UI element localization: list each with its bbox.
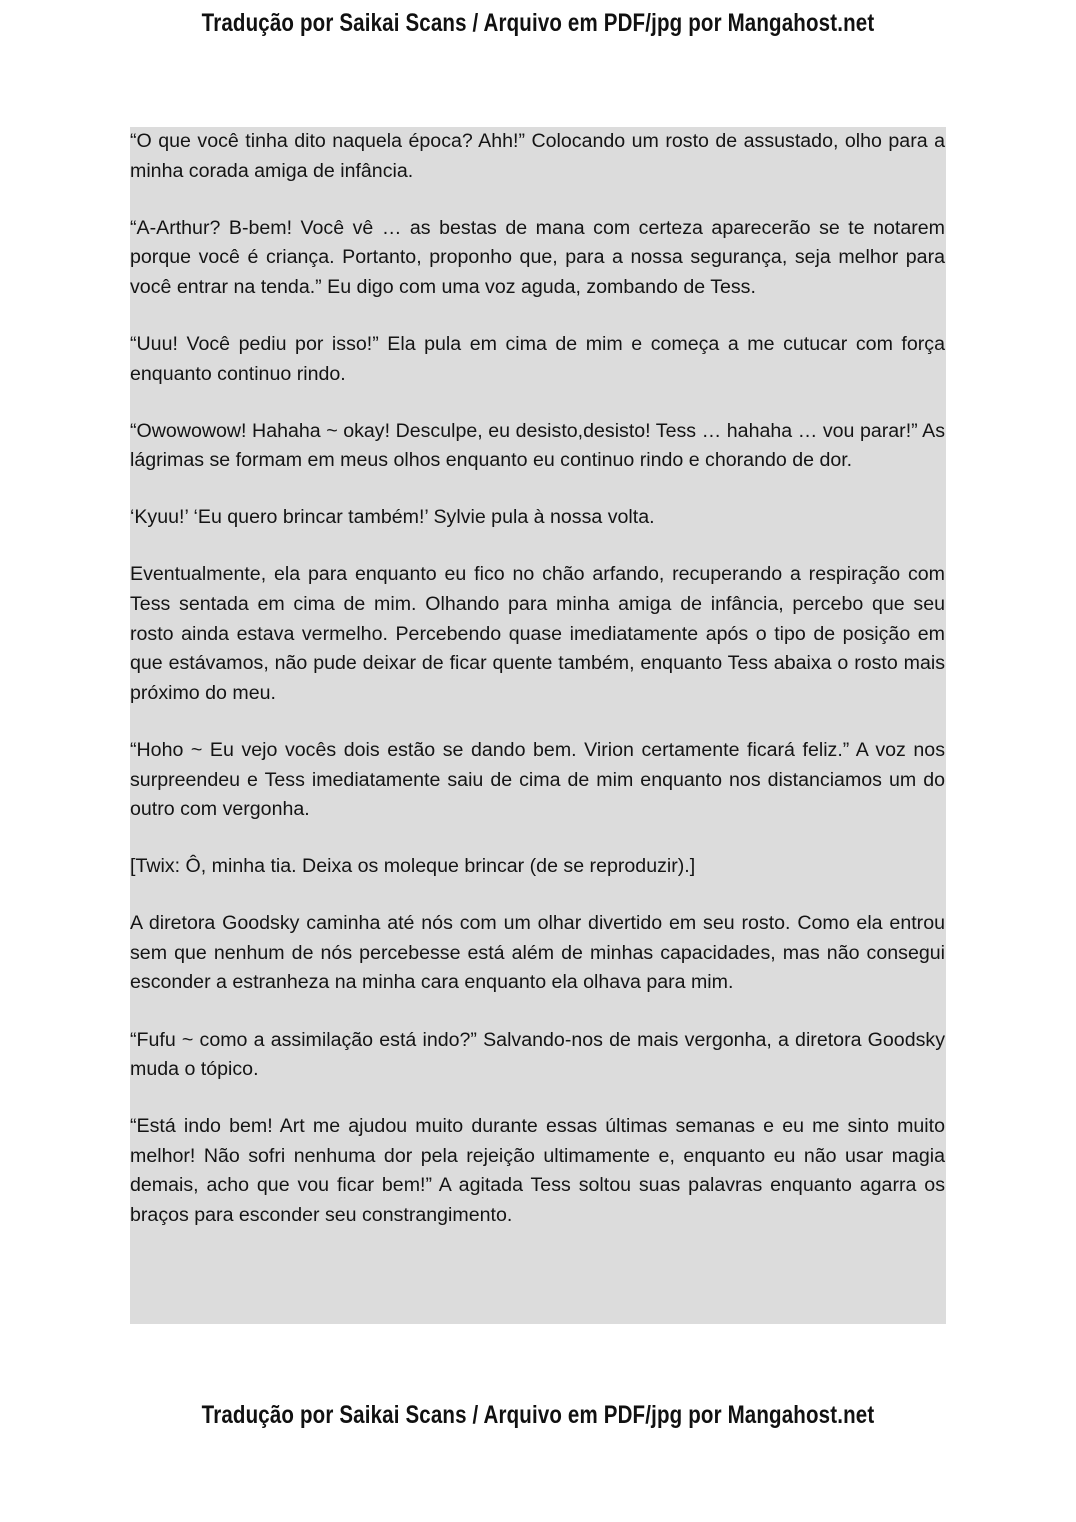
paragraph-7: “Hoho ~ Eu vejo vocês dois estão se dando bem. Virion certamente ficará feliz.” A voz nos surpreendeu e Tess imediatamente saiu de cima de mim enquanto nos distanciamos um do outro com vergonha.	[130, 738, 945, 821]
paragraph-5: ‘Kyuu!’ ‘Eu quero brincar também!’ Sylvie pula à nossa volta.	[130, 506, 655, 529]
paragraph-9: A diretora Goodsky caminha até nós com um olhar divertido em seu rosto. Como ela entrou sem que nenhum de nós percebesse está além de minhas capacidades, mas não consegui esconder a estranheza na minha cara enquanto ela olhava para mim.	[130, 912, 945, 994]
paragraph-2: “A-Arthur? B-bem! Você vê … as bestas de mana com certeza aparecerão se te notarem porque você é criança. Portanto, proponho que, para a nossa segurança, seja melhor para você entrar na tenda.” Eu digo com uma voz aguda, zombando de Tess.	[130, 216, 945, 298]
paragraph-10: “Fufu ~ como a assimilação está indo?” Salvando-nos de mais vergonha, a diretora Goodsky muda o tópico.	[130, 1028, 945, 1081]
paragraph-8: [Twix: Ô, minha tia. Deixa os moleque brincar (de se reproduzir).]	[130, 855, 696, 878]
paragraph-6: Eventualmente, ela para enquanto eu fico no chão arfando, recuperando a respiração com Tess sentada em cima de mim. Olhando para minha amiga de infância, percebo que seu rosto ainda estava vermelho. Percebendo quase imediatamente após o tipo de posição em que estávamos, não pude deixar de ficar quente também, enquanto Tess abaixa o rosto mais próximo do meu.	[130, 563, 945, 704]
document-body	[130, 127, 945, 1258]
paragraph-11: “Está indo bem! Art me ajudou muito durante essas últimas semanas e eu me sinto muito melhor! Não sofri nenhuma dor pela rejeição ultimamente e, enquanto eu não usar magia demais, acho que vou ficar bem!” A agitada Tess soltou suas palavras enquanto agarra os braços para esconder seu constrangimento.	[130, 1115, 945, 1227]
header-watermark: Tradução por Saikai Scans / Arquivo em PDF/jpg por Mangahost.net	[201, 9, 875, 37]
paragraph-3: “Uuu! Você pediu por isso!” Ela pula em cima de mim e começa a me cutucar com força enquanto continuo rindo.	[130, 332, 945, 385]
footer-watermark: Tradução por Saikai Scans / Arquivo em PDF/jpg por Mangahost.net	[201, 1401, 875, 1429]
paragraph-1: “O que você tinha dito naquela época? Ahh!” Colocando um rosto de assustado, olho para a minha corada amiga de infância.	[130, 130, 945, 182]
paragraph-4: “Owowowow! Hahaha ~ okay! Desculpe, eu desisto,desisto! Tess … hahaha … vou parar!” As lágrimas se formam em meus olhos enquanto eu continuo rindo e chorando de dor.	[130, 419, 945, 472]
